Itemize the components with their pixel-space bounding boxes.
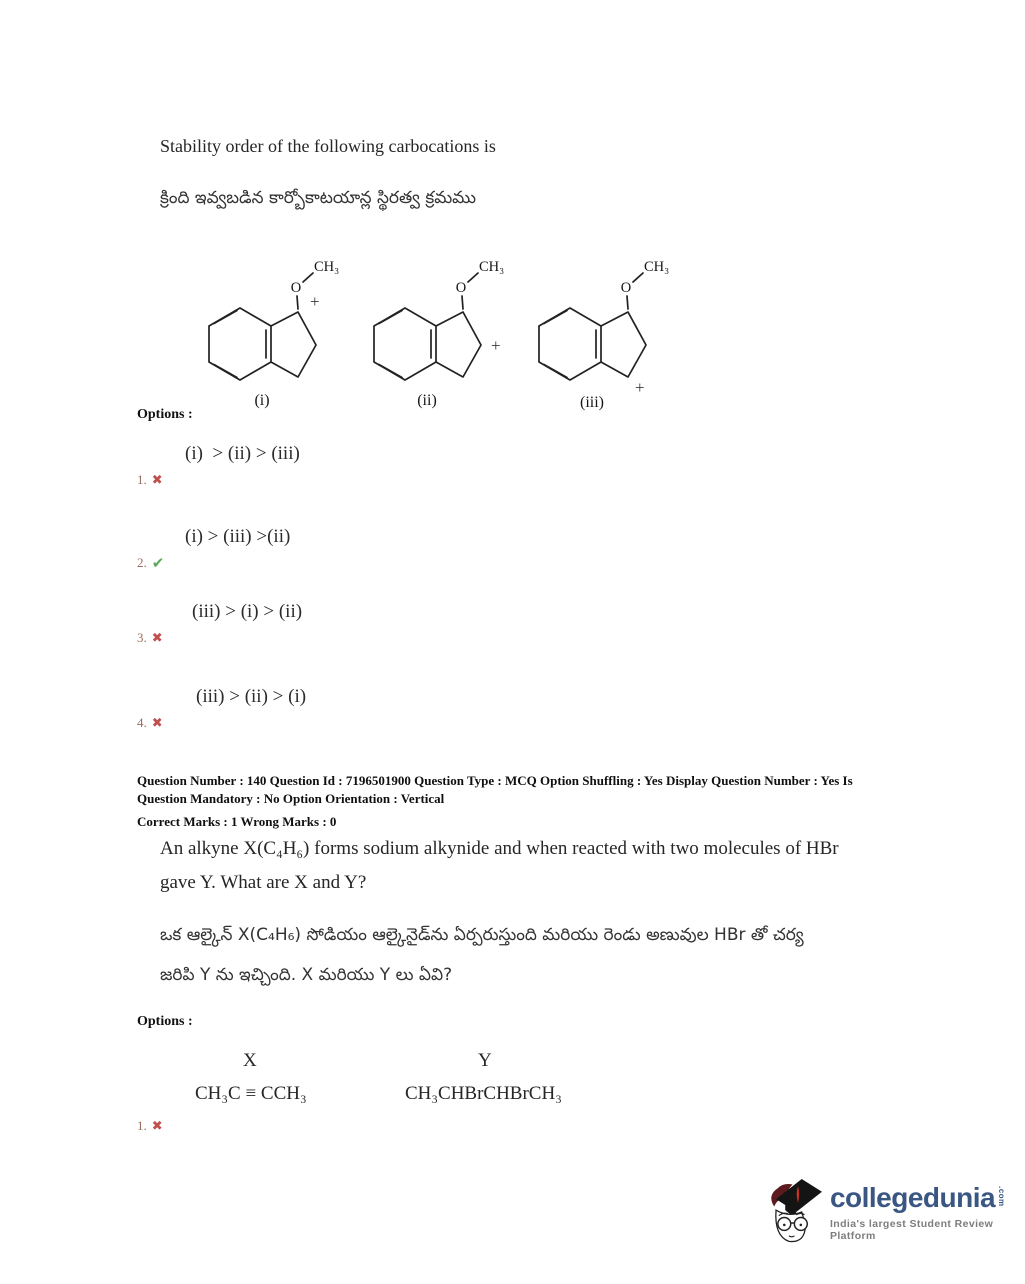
option-row-4 [137,686,306,731]
wrong-mark-icon: ✖ [151,715,163,731]
wrong-mark-icon: ✖ [151,630,163,646]
option-x-formula: CH₃C ≡ CCH₃ [195,1083,307,1104]
wrong-mark-icon: ✖ [151,1118,163,1134]
brand-domain-suffix: .com [997,1186,1007,1207]
structure-label: (iii) [580,394,604,411]
collegedunia-mascot-icon [765,1172,822,1252]
oxygen-atom-label: O [620,280,632,296]
methyl-group-label: CH₃ [314,259,340,275]
option-row-3 [137,601,302,646]
question2-text-telugu-line2: జరిపి Y ను ఇచ్చింది. X మరియు Y లు ఏవి? [160,965,453,985]
question2-text-telugu-line1: ఒక ఆల్కైన్ X(C₄H₆) సోడియం ఆల్కైనైడ్‌ను ఏర్పరుస్తుంది మరియు రెండు అణువుల HBr తో చర్య [160,925,804,945]
option-1-number: 1. [137,472,147,487]
option-y-formula: CH₃CHBrCHBrCH₃ [405,1083,562,1104]
question1-text-telugu: క్రింది ఇవ్వబడిన కార్బోకాటయాన్ల స్థిరత్వ క్రమము [160,188,477,208]
q2-option-1-number: 1. [137,1118,147,1133]
option-row-1 [137,443,300,488]
brand-tagline: India's largest Student Review Platform [829,1218,994,1242]
option-2-number: 2. [137,555,147,570]
carbocation-structures [197,246,672,411]
methyl-group-label: CH₃ [479,259,505,275]
plus-charge: + [310,292,320,311]
question2-text-english-line1: An alkyne X(C₄H₆) forms sodium alkynide and when reacted with two molecules of HBr [160,838,839,859]
option-4-number: 4. [137,715,147,730]
collegedunia-logo [765,1172,1025,1252]
question2-text-english-line2: gave Y. What are X and Y? [160,872,367,893]
q2-option-1-numrow [137,1118,163,1134]
correct-mark-icon: ✔ [151,553,165,572]
question1-text-english: Stability order of the following carbocations is [160,136,496,156]
plus-charge: + [491,336,501,355]
option-1-text: (i) > (ii) > (iii) [185,443,300,464]
option-2-text: (i) > (iii) >(ii) [185,526,291,547]
methyl-group-label: CH₃ [644,259,670,275]
column-header-x: X [243,1050,257,1071]
structure-i-indanyl-cation [197,246,342,411]
options-heading-q2: Options : [137,1014,193,1029]
oxygen-atom-label: O [290,280,302,296]
option-3-text: (iii) > (i) > (ii) [192,601,303,622]
plus-charge: + [635,378,645,397]
structure-label: (i) [254,392,270,409]
column-header-y: Y [478,1050,492,1071]
options-heading-q1: Options : [137,407,193,422]
structure-ii-indanyl-cation [362,246,507,411]
brand-name: collegedunia [829,1182,996,1213]
metadata-line1: Question Number : 140 Question Id : 7196501900 Question Type : MCQ Option Shuffling : Yes Display Question Number : Yes Is Question Mandatory : No Option Orientation : Vertical [137,773,853,807]
option-4-text: (iii) > (ii) > (i) [196,686,307,707]
oxygen-atom-label: O [455,280,467,296]
option-row-2 [137,526,290,571]
question-metadata [137,772,872,832]
structure-iii-indanyl-cation [527,246,672,411]
wrong-mark-icon: ✖ [151,472,163,488]
structure-label: (ii) [417,392,437,409]
metadata-line2: Correct Marks : 1 Wrong Marks : 0 [137,814,337,830]
option-3-number: 3. [137,630,147,645]
